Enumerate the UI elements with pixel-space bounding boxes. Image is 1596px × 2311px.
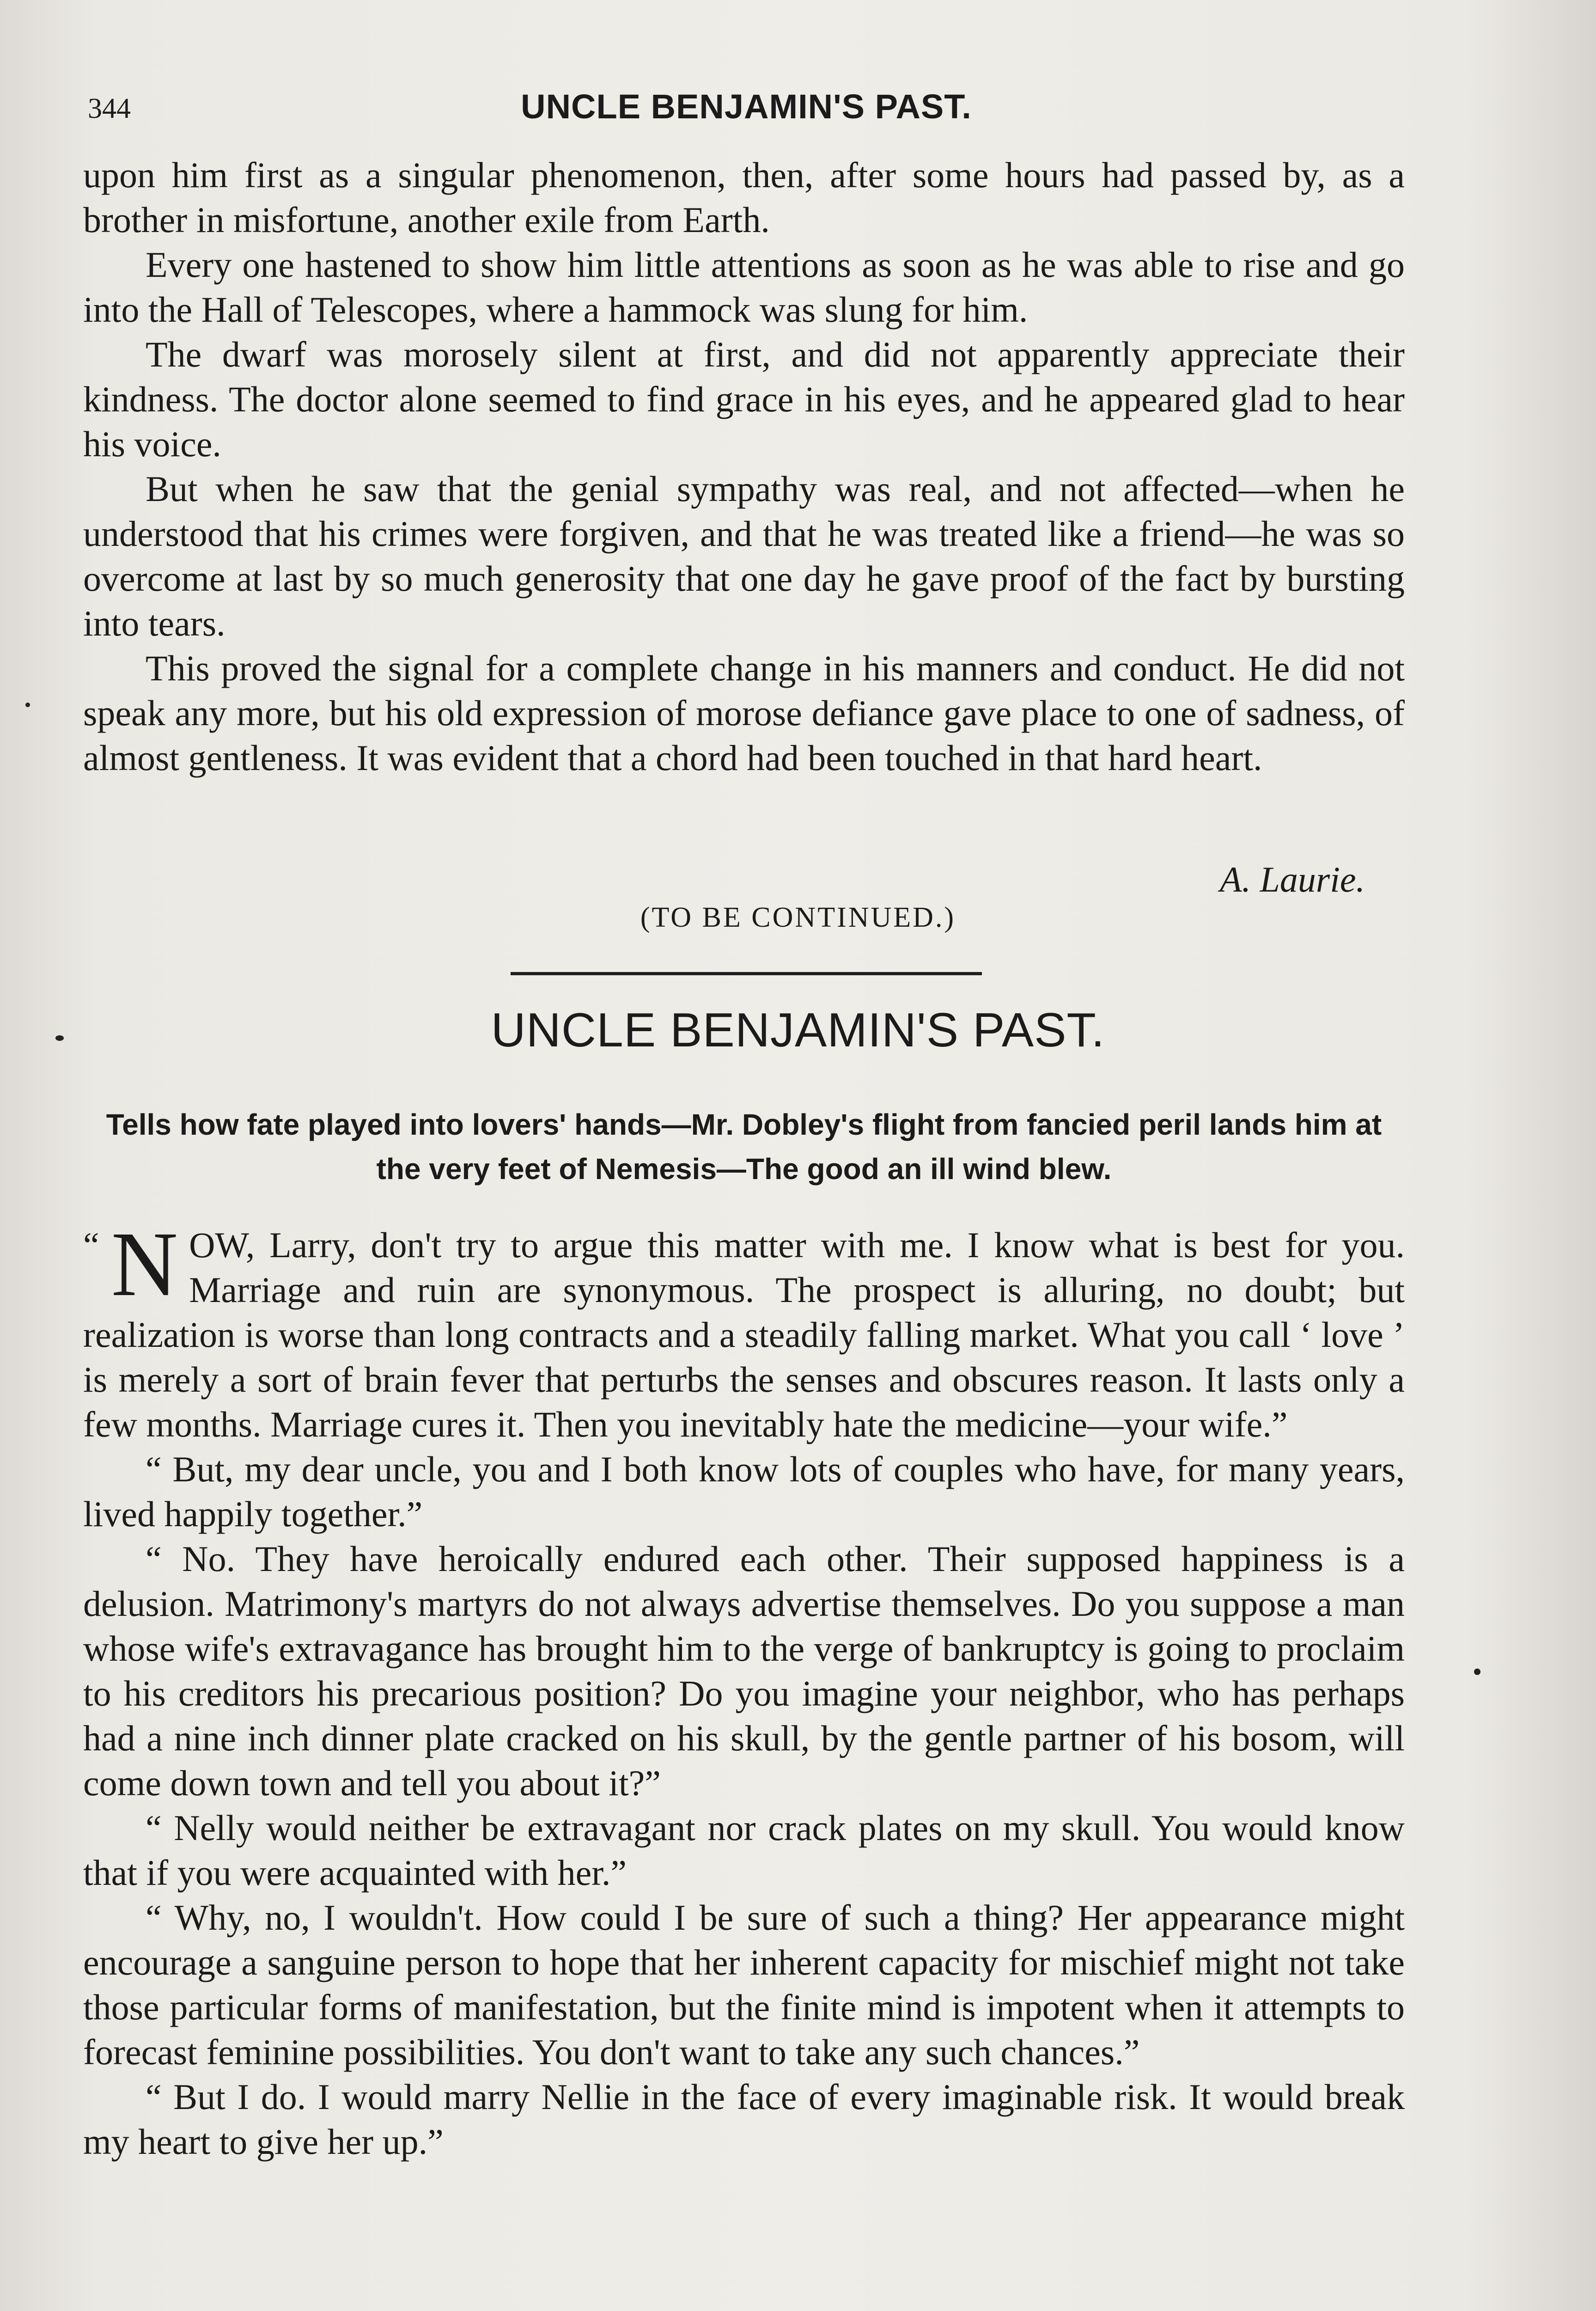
page-number: 344 (88, 93, 131, 124)
story-text (83, 1213, 1405, 2164)
paragraph: “ But, my dear uncle, you and I both know lots of couples who have, for many years, lived happily together.” (83, 1449, 1405, 1534)
paragraph: upon him first as a singular phenomenon, then, after some hours had passed by, as a brother in misfortune, another exile from Earth. (83, 155, 1405, 240)
paragraph: “ But I do. I would marry Nellie in the face of every imaginable risk. It would break my heart to give her up.” (83, 2077, 1405, 2162)
paragraph: “ No. They have heroically endured each other. Their supposed happiness is a delusion. Matrimony's martyrs do not always advertise themselves. Do you suppose a man whose wife's extravagance has brought him to the verge of bankruptcy is going to proclaim to his creditors his precarious position? Do you imagine your neighbor, who has perhaps had a nine inch dinner plate cracked on his skull, by the gentle partner of his bosom, will come down town and tell you about it?” (83, 1539, 1405, 1803)
paragraph: “ Nelly would neither be extravagant nor crack plates on my skull. You would know that if you were acquainted with her.” (83, 1808, 1405, 1893)
section-divider (511, 972, 982, 975)
paragraph: The dwarf was morosely silent at first, and did not apparently appreciate their kindness. The doctor alone seemed to find grace in his eyes, and he appeared glad to hear his voice. (83, 334, 1405, 464)
first-paragraph (83, 1213, 1405, 1447)
paragraph: “ Why, no, I wouldn't. How could I be sure of such a thing? Her appearance might encourage a sanguine person to hope that her inherent capacity for mischief might not take those particular forms of manifestation, but the finite mind is impotent when it attempts to forecast feminine possibilities. You don't want to take any such chances.” (83, 1897, 1405, 2072)
previous-story-text (83, 153, 1405, 780)
running-title: UNCLE BENJAMIN'S PAST. (521, 87, 972, 126)
to-be-continued: (TO BE CONTINUED.) (640, 902, 956, 933)
paragraph: This proved the signal for a complete change in his manners and conduct. He did not speak any more, but his old expression of morose defiance gave place to one of sadness, of almost gentleness. It was evident that a chord had been touched in that hard heart. (83, 648, 1405, 778)
print-speck (1474, 1669, 1480, 1675)
first-paragraph-text: OW, Larry, don't try to argue this matter with me. I know what is best for you. Marriage and ruin are synonymous. The prospect is alluring, no doubt; but realization is worse than long contracts and a steadily falling market. What you call ‘ love ’ is merely a sort of brain fever that perturbs the senses and obscures reason. It lasts only a few months. Marriage cures it. Then you inevitably hate the medicine—your wife.” (83, 1225, 1405, 1444)
drop-cap: N (111, 1213, 178, 1315)
print-speck (55, 1035, 64, 1041)
paragraph: But when he saw that the genial sympathy was real, and not affected—when he understood that his crimes were forgiven, and that he was treated like a friend—he was so overcome at last by so much generosity that one day he gave proof of the fact by bursting into tears. (83, 469, 1405, 643)
opening-quote: “ (83, 1225, 99, 1265)
paragraph: Every one hastened to show him little attentions as soon as he was able to rise and go into the Hall of Telescopes, where a hammock was slung for him. (83, 245, 1405, 330)
author-signature: A. Laurie. (1219, 859, 1365, 899)
print-speck (25, 703, 30, 707)
story-title: UNCLE BENJAMIN'S PAST. (491, 1003, 1105, 1057)
story-deck: Tells how fate played into lovers' hands—Mr. Dobley's flight from fancied peril lands him at the very feet of Nemesis—The good an ill wind blew. (106, 1108, 1382, 1186)
running-head (88, 87, 1405, 138)
